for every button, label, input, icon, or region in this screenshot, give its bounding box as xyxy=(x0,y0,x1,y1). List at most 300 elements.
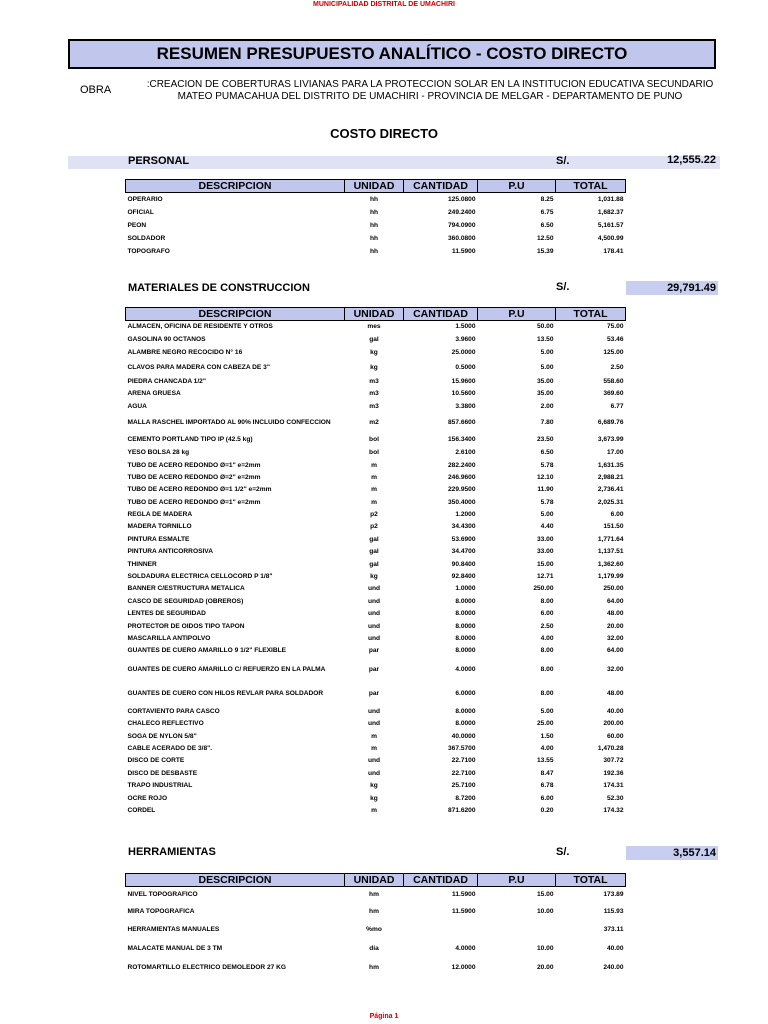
row-unidad: hm xyxy=(369,890,379,898)
herramientas-table xyxy=(125,873,626,977)
row-descripcion: TUBO DE ACERO REDONDO Ø=1" e=2mm xyxy=(127,461,261,469)
row-pu: 11.90 xyxy=(537,486,554,494)
row-cantidad: 246.9600 xyxy=(447,473,476,481)
row-cantidad: 3.9600 xyxy=(455,335,476,343)
row-total: 64.00 xyxy=(606,647,624,655)
row-total: 2,736.41 xyxy=(597,486,624,494)
row-unidad: día xyxy=(369,944,379,952)
table-row xyxy=(126,412,626,432)
row-pu xyxy=(478,921,556,939)
row-total: 174.31 xyxy=(603,782,624,790)
page-number: Página 1 xyxy=(369,1013,399,1020)
row-pu: 15.00 xyxy=(536,560,554,568)
row-total: 125.00 xyxy=(603,348,624,356)
row-cantidad: 0.5000 xyxy=(455,363,476,371)
section-total-herramientas: 3,557.14 xyxy=(626,846,718,860)
row-pu: 6.78 xyxy=(540,782,554,790)
row-cantidad: 8.0000 xyxy=(455,707,476,715)
row-total: 1,031.88 xyxy=(597,195,624,203)
row-descripcion: TRAPO INDUSTRIAL xyxy=(127,782,193,790)
row-unidad: kg xyxy=(370,782,378,790)
row-pu: 5.00 xyxy=(540,511,554,519)
row-pu: 2.00 xyxy=(540,402,554,410)
row-total: 40.00 xyxy=(606,944,624,952)
row-unidad: kg xyxy=(370,573,378,581)
col-header-pu: P.U xyxy=(478,874,556,887)
row-descripcion: OPERARIO xyxy=(127,195,163,203)
table-row xyxy=(126,705,626,717)
table-row xyxy=(126,345,626,359)
row-unidad: hm xyxy=(369,907,379,915)
row-descripcion: CLAVOS PARA MADERA CON CABEZA DE 3" xyxy=(127,363,270,371)
row-cantidad: 11.5900 xyxy=(452,890,476,898)
row-unidad: kg xyxy=(370,794,378,802)
row-total: 4,500.99 xyxy=(597,234,624,242)
col-header-unidad: UNIDAD xyxy=(345,308,404,321)
col-header-cantidad: CANTIDAD xyxy=(404,308,478,321)
row-cantidad: 34.4300 xyxy=(451,523,476,531)
row-cantidad xyxy=(404,921,478,939)
col-header-pu: P.U xyxy=(478,180,556,193)
row-pu: 15.39 xyxy=(536,247,554,255)
row-total: 174.32 xyxy=(603,806,624,814)
row-descripcion: MIRA TOPOGRAFICA xyxy=(127,907,195,915)
table-row xyxy=(126,902,626,921)
row-total: 32.00 xyxy=(606,665,624,673)
row-cantidad: 857.6600 xyxy=(447,418,476,426)
row-total: 2,988.21 xyxy=(597,473,624,481)
table-row xyxy=(126,546,626,558)
row-unidad: gal xyxy=(369,535,379,543)
row-cantidad: 282.2400 xyxy=(447,461,476,469)
row-unidad: par xyxy=(368,647,380,655)
section-title-personal: PERSONAL xyxy=(128,155,190,167)
row-descripcion: ARENA GRUESA xyxy=(127,390,181,398)
row-descripcion: THINNER xyxy=(127,560,157,568)
table-row xyxy=(126,632,626,644)
row-pu: 25.00 xyxy=(536,720,554,728)
row-pu: 13.50 xyxy=(536,335,554,343)
row-pu: 5.00 xyxy=(540,348,554,356)
row-unidad: m3 xyxy=(369,377,379,385)
table-row xyxy=(126,958,626,977)
col-header-total: TOTAL xyxy=(556,180,626,193)
table-row xyxy=(126,321,626,333)
row-unidad: gal xyxy=(369,560,379,568)
row-descripcion: TUBO DE ACERO REDONDO Ø=2" e=2mm xyxy=(127,473,261,481)
row-unidad: und xyxy=(367,720,381,728)
row-pu: 13.55 xyxy=(536,757,554,765)
row-unidad: hm xyxy=(369,963,379,971)
table-row xyxy=(126,333,626,345)
row-pu: 4.00 xyxy=(540,635,554,642)
row-pu: 1.50 xyxy=(540,732,554,740)
row-pu: 5.78 xyxy=(540,461,554,469)
table-row xyxy=(126,206,626,219)
row-descripcion: YESO BOLSA 28 kg xyxy=(127,449,190,457)
row-total: 173.89 xyxy=(603,890,624,898)
row-cantidad: 10.5600 xyxy=(451,390,476,398)
table-row xyxy=(126,779,626,791)
row-pu: 5.00 xyxy=(540,363,554,371)
row-cantidad: 11.5900 xyxy=(452,247,476,255)
row-unidad: m xyxy=(371,473,377,481)
row-total: 32.00 xyxy=(606,635,624,642)
row-total: 5,161.57 xyxy=(597,221,624,229)
row-cantidad: 367.5700 xyxy=(447,744,476,752)
row-pu: 7.80 xyxy=(540,418,554,426)
row-total: 200.00 xyxy=(603,720,624,728)
table-row xyxy=(126,804,626,816)
table-row xyxy=(126,359,626,375)
row-unidad: m3 xyxy=(369,402,379,410)
row-descripcion: PIEDRA CHANCADA 1/2" xyxy=(127,377,206,385)
row-pu: 4.40 xyxy=(540,523,554,531)
row-descripcion: CHALECO REFLECTIVO xyxy=(127,720,204,728)
row-total: 2,025.31 xyxy=(597,498,624,506)
row-cantidad: 8.0000 xyxy=(455,622,476,630)
row-descripcion: DISCO DE CORTE xyxy=(127,757,185,765)
section-currency-materiales: S/. xyxy=(556,281,570,293)
row-total: 1,179.99 xyxy=(597,573,624,581)
row-unidad: und xyxy=(367,635,381,642)
table-row xyxy=(126,767,626,779)
row-unidad: und xyxy=(367,622,381,630)
row-unidad: bol xyxy=(369,449,379,457)
row-descripcion: TUBO DE ACERO REDONDO Ø=1" e=2mm xyxy=(127,498,261,506)
row-total: 1,470.28 xyxy=(597,744,624,752)
row-total: 1,137.51 xyxy=(597,548,624,556)
row-pu: 8.00 xyxy=(540,689,554,697)
row-cantidad: 8.7200 xyxy=(455,794,476,802)
row-total: 1,771.64 xyxy=(597,535,624,543)
row-total: 53.46 xyxy=(606,335,624,343)
row-total: 240.00 xyxy=(603,963,624,971)
row-descripcion: BANNER C/ESTRUCTURA METALICA xyxy=(127,585,245,593)
table-row xyxy=(126,939,626,958)
row-descripcion: AGUA xyxy=(127,402,147,410)
row-total: 192.36 xyxy=(603,769,624,777)
row-unidad: hh xyxy=(369,208,379,216)
row-total: 558.60 xyxy=(603,377,624,385)
row-unidad: kg xyxy=(370,348,378,356)
row-cantidad: 11.5900 xyxy=(452,907,476,915)
row-cantidad: 1.2000 xyxy=(455,511,476,519)
table-row xyxy=(126,792,626,804)
section-total-personal: 12,555.22 xyxy=(667,154,716,166)
table-row xyxy=(126,471,626,483)
row-cantidad: 8.0000 xyxy=(455,597,476,605)
col-header-cantidad: CANTIDAD xyxy=(404,874,478,887)
row-cantidad: 12.0000 xyxy=(451,963,476,971)
table-row xyxy=(126,887,626,902)
row-descripcion: ALAMBRE NEGRO RECOCIDO N° 16 xyxy=(127,348,243,356)
row-descripcion: CORTAVIENTO PARA CASCO xyxy=(127,707,220,715)
row-cantidad: 3.3800 xyxy=(455,402,476,410)
table-row xyxy=(126,645,626,657)
row-pu: 8.00 xyxy=(540,647,554,655)
table-row xyxy=(126,375,626,387)
table-row xyxy=(126,219,626,232)
row-total: 75.00 xyxy=(606,323,624,331)
obra-label: OBRA xyxy=(80,84,112,96)
row-unidad: par xyxy=(368,689,380,697)
row-descripcion: DISCO DE DESBASTE xyxy=(127,769,198,777)
section-title-materiales: MATERIALES DE CONSTRUCCION xyxy=(128,282,310,294)
row-unidad: m xyxy=(371,744,377,752)
table-row xyxy=(126,755,626,767)
row-unidad: par xyxy=(368,665,380,673)
row-descripcion: LENTES DE SEGURIDAD xyxy=(127,610,206,618)
col-header-total: TOTAL xyxy=(556,308,626,321)
row-pu: 12.10 xyxy=(536,473,554,481)
row-total: 6.00 xyxy=(610,511,624,519)
materiales-table xyxy=(125,307,626,817)
table-row xyxy=(126,595,626,607)
row-unidad: p2 xyxy=(370,511,378,519)
row-cantidad: 1.5000 xyxy=(455,323,476,331)
row-descripcion: CABLE ACERADO DE 3/8". xyxy=(127,744,213,752)
col-header-total: TOTAL xyxy=(556,874,626,887)
row-descripcion: CEMENTO PORTLAND TIPO IP (42.5 kg) xyxy=(127,435,253,443)
row-descripcion: SOLDADOR xyxy=(127,234,166,242)
row-total: 40.00 xyxy=(606,707,624,715)
row-total: 6,689.76 xyxy=(597,418,624,426)
table-row xyxy=(126,717,626,729)
row-pu: 6.00 xyxy=(540,794,554,802)
table-row xyxy=(126,533,626,545)
row-unidad: m xyxy=(371,732,377,740)
row-descripcion: MASCARILLA ANTIPOLVO xyxy=(127,635,211,642)
row-unidad: m xyxy=(371,498,377,506)
row-cantidad: 2.6100 xyxy=(455,449,476,457)
row-descripcion: GUANTES DE CUERO CON HILOS REVLAR PARA SOLDADOR xyxy=(127,689,324,697)
table-row xyxy=(126,521,626,533)
row-total: 48.00 xyxy=(606,689,624,697)
table-row xyxy=(126,508,626,520)
row-pu: 5.00 xyxy=(540,707,554,715)
row-unidad: p2 xyxy=(370,523,378,531)
row-pu: 12.71 xyxy=(536,573,554,581)
row-pu: 12.50 xyxy=(536,234,554,242)
table-row xyxy=(126,608,626,620)
row-cantidad: 8.0000 xyxy=(455,610,476,618)
col-header-descripcion: DESCRIPCION xyxy=(126,308,345,321)
row-unidad: kg xyxy=(370,363,378,371)
row-descripcion: CASCO DE SEGURIDAD (OBREROS) xyxy=(127,597,244,605)
table-row xyxy=(126,446,626,458)
row-pu: 35.00 xyxy=(536,390,554,398)
row-unidad: und xyxy=(367,757,381,765)
table-row xyxy=(126,681,626,705)
row-pu: 15.00 xyxy=(536,890,554,898)
row-unidad: hh xyxy=(369,247,379,255)
col-header-unidad: UNIDAD xyxy=(345,180,404,193)
table-row xyxy=(126,620,626,632)
row-pu: 50.00 xyxy=(536,323,554,331)
municipality-header: MUNICIPALIDAD DISTRITAL DE UMACHIRI xyxy=(313,1,455,8)
table-row xyxy=(126,742,626,754)
row-cantidad: 249.2400 xyxy=(447,208,476,216)
row-unidad: m3 xyxy=(369,390,379,398)
row-total: 1,362.60 xyxy=(597,560,624,568)
row-pu: 8.00 xyxy=(540,665,554,673)
row-descripcion: PROTECTOR DE OIDOS TIPO TAPON xyxy=(127,622,245,630)
row-cantidad: 8.0000 xyxy=(455,635,476,642)
row-descripcion: OCRE ROJO xyxy=(127,794,168,802)
row-cantidad: 229.9500 xyxy=(447,486,476,494)
row-descripcion: PINTURA ESMALTE xyxy=(127,535,190,543)
row-total: 17.00 xyxy=(606,449,624,457)
row-cantidad: 4.0000 xyxy=(455,665,476,673)
table-row xyxy=(126,570,626,582)
row-total: 64.00 xyxy=(606,597,624,605)
row-unidad: %mo xyxy=(366,926,382,933)
row-cantidad: 156.3400 xyxy=(447,435,476,443)
row-cantidad: 92.8400 xyxy=(451,573,476,581)
row-total: 48.00 xyxy=(606,610,624,618)
row-total: 178.41 xyxy=(603,247,624,255)
table-row xyxy=(126,496,626,508)
row-total: 1,682.37 xyxy=(597,208,624,216)
row-unidad: m xyxy=(371,486,377,494)
row-total: 250.00 xyxy=(603,585,624,593)
table-row xyxy=(126,245,626,258)
row-descripcion: GUANTES DE CUERO AMARILLO 9 1/2" FLEXIBLE xyxy=(127,647,287,655)
row-descripcion: PINTURA ANTICORROSIVA xyxy=(127,548,213,556)
row-total: 20.00 xyxy=(606,622,624,630)
row-unidad: und xyxy=(367,707,381,715)
personal-table xyxy=(125,179,626,258)
costo-directo-heading: COSTO DIRECTO xyxy=(330,126,438,141)
row-total: 2.50 xyxy=(610,363,624,371)
row-unidad: gal xyxy=(369,548,379,556)
section-currency-herramientas: S/. xyxy=(556,846,570,858)
row-descripcion: REGLA DE MADERA xyxy=(127,511,193,519)
row-unidad: und xyxy=(367,597,381,605)
page-title: RESUMEN PRESUPUESTO ANALÍTICO - COSTO DIRECTO xyxy=(68,39,716,69)
row-cantidad: 350.4000 xyxy=(447,498,476,506)
row-total: 6.77 xyxy=(610,402,624,410)
row-total: 1,631.35 xyxy=(597,461,624,469)
obra-description: :CREACION DE COBERTURAS LIVIANAS PARA LA PROTECCION SOLAR EN LA INSTITUCION EDUCATIVA SECUNDARIO MATEO PUMACAHUA DEL DISTRITO DE UMACHIRI - PROVINCIA DE MELGAR - DEPARTAMENTO DE PUNO xyxy=(146,79,714,102)
row-pu: 8.25 xyxy=(540,195,554,203)
row-pu: 8.47 xyxy=(540,769,554,777)
row-total: 151.50 xyxy=(603,523,624,531)
row-total: 52.30 xyxy=(606,794,624,802)
table-row xyxy=(126,921,626,939)
row-cantidad: 8.0000 xyxy=(455,720,476,728)
row-cantidad: 1.0000 xyxy=(455,585,476,593)
row-pu: 0.20 xyxy=(540,806,554,814)
row-pu: 4.00 xyxy=(540,744,554,752)
row-unidad: hh xyxy=(369,221,379,229)
row-unidad: m2 xyxy=(369,418,379,426)
section-title-herramientas: HERRAMIENTAS xyxy=(128,846,216,858)
row-pu: 33.00 xyxy=(536,548,554,556)
row-total: 307.72 xyxy=(603,757,624,765)
row-pu: 6.00 xyxy=(540,610,554,618)
row-descripcion: OFICIAL xyxy=(127,208,154,216)
row-cantidad: 90.8400 xyxy=(451,560,476,568)
row-cantidad: 53.6900 xyxy=(451,535,476,543)
row-descripcion: ALMACEN, OFICINA DE RESIDENTE Y OTROS xyxy=(127,323,273,331)
row-pu: 35.00 xyxy=(536,377,554,385)
row-pu: 6.50 xyxy=(540,221,554,229)
row-descripcion: GASOLINA 90 OCTANOS xyxy=(127,335,206,343)
row-unidad: hh xyxy=(369,234,379,242)
row-cantidad: 22.7100 xyxy=(451,757,476,765)
table-row xyxy=(126,388,626,400)
row-unidad: bol xyxy=(369,435,379,443)
row-descripcion: TOPOGRAFO xyxy=(127,247,170,255)
table-row xyxy=(126,657,626,681)
row-unidad: m xyxy=(371,806,377,814)
row-pu: 250.00 xyxy=(533,585,554,593)
row-pu: 20.00 xyxy=(536,963,554,971)
row-descripcion: MALACATE MANUAL DE 3 TM xyxy=(127,944,223,952)
col-header-unidad: UNIDAD xyxy=(345,874,404,887)
table-row xyxy=(126,232,626,245)
row-cantidad: 25.7100 xyxy=(451,782,476,790)
row-cantidad: 34.4700 xyxy=(451,548,476,556)
row-descripcion: GUANTES DE CUERO AMARILLO C/ REFUERZO EN LA PALMA xyxy=(127,665,326,673)
row-unidad: und xyxy=(367,610,381,618)
row-descripcion: PEON xyxy=(127,221,147,229)
row-pu: 2.50 xyxy=(540,622,554,630)
row-cantidad: 22.7100 xyxy=(451,769,476,777)
row-pu: 6.50 xyxy=(540,449,554,457)
row-descripcion: ROTOMARTILLO ELECTRICO DEMOLEDOR 27 KG xyxy=(127,963,286,971)
table-row xyxy=(126,558,626,570)
col-header-descripcion: DESCRIPCION xyxy=(126,874,345,887)
row-pu: 6.75 xyxy=(540,208,554,216)
table-row xyxy=(126,432,626,446)
row-unidad: und xyxy=(367,585,381,593)
row-pu: 8.00 xyxy=(540,597,554,605)
row-descripcion: HERRAMIENTAS MANUALES xyxy=(127,926,220,933)
row-pu: 23.50 xyxy=(536,435,554,443)
row-pu: 10.00 xyxy=(536,907,554,915)
row-descripcion: SOLDADURA ELECTRICA CELLOCORD P 1/8" xyxy=(127,573,273,581)
row-total: 115.93 xyxy=(603,907,624,915)
row-cantidad: 6.0000 xyxy=(455,689,476,697)
row-cantidad: 125.0800 xyxy=(447,195,476,203)
row-descripcion: NIVEL TOPOGRAFICO xyxy=(127,890,198,898)
row-cantidad: 40.0000 xyxy=(451,732,476,740)
row-descripcion: CORDEL xyxy=(127,806,156,814)
row-descripcion: MADERA TORNILLO xyxy=(127,523,192,531)
table-row xyxy=(126,400,626,412)
row-total: 369.60 xyxy=(603,390,624,398)
row-cantidad: 794.0900 xyxy=(447,221,476,229)
row-unidad: m xyxy=(371,461,377,469)
row-cantidad: 25.0000 xyxy=(451,348,476,356)
row-total: 60.00 xyxy=(606,732,624,740)
row-unidad: hh xyxy=(369,195,379,203)
col-header-cantidad: CANTIDAD xyxy=(404,180,478,193)
section-currency-personal: S/. xyxy=(556,155,570,167)
row-descripcion: TUBO DE ACERO REDONDO Ø=1 1/2" e=2mm xyxy=(127,486,272,494)
row-descripcion: SOGA DE NYLON 5/8" xyxy=(127,732,197,740)
table-row xyxy=(126,583,626,595)
row-cantidad: 8.0000 xyxy=(455,647,476,655)
row-pu: 5.78 xyxy=(540,498,554,506)
col-header-pu: P.U xyxy=(478,308,556,321)
row-descripcion: MALLA RASCHEL IMPORTADO AL 90% INCLUIDO CONFECCION xyxy=(127,418,331,426)
row-pu: 33.00 xyxy=(536,535,554,543)
row-cantidad: 4.0000 xyxy=(455,944,476,952)
